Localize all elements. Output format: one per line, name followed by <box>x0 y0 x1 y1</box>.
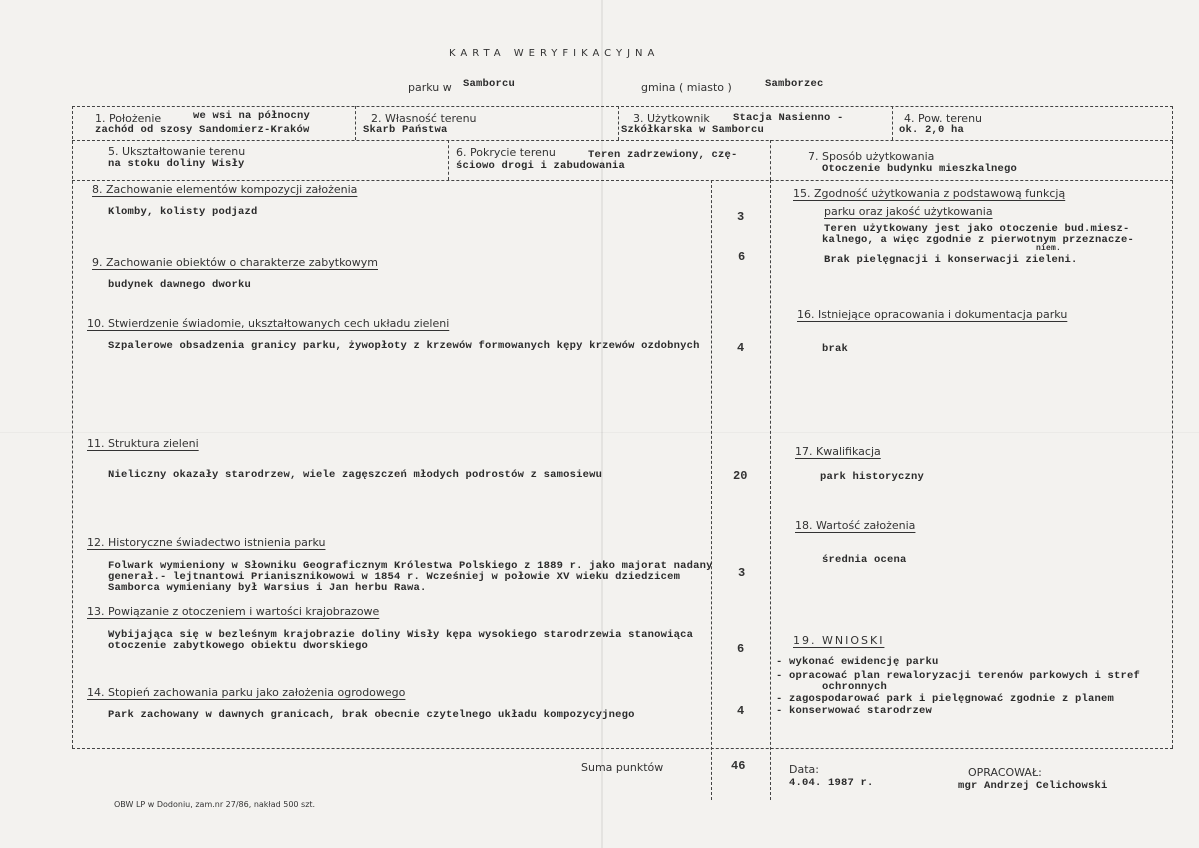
field-1-label: 1. Położenie <box>95 112 162 125</box>
grid-line-bottom <box>72 748 1173 749</box>
field-6-value-line1: Teren zadrzewiony, czę- <box>588 149 738 161</box>
section-14-label: 14. Stopień zachowania parku jako założenia ogrodowego <box>87 686 406 699</box>
wnioski-item-1: - wykonać ewidencję parku <box>776 656 939 668</box>
grid-line-col5 <box>770 140 771 180</box>
date-label: Data: <box>789 763 819 776</box>
grid-line-row2 <box>72 180 1173 181</box>
section-15-text-line4: Brak pielęgnacji i konserwacji zieleni. <box>824 254 1078 266</box>
field-5-label: 5. Ukształtowanie terenu <box>108 145 246 158</box>
wnioski-item-5: - konserwować starodrzew <box>776 705 933 717</box>
section-13-label: 13. Powiązanie z otoczeniem i wartości krajobrazowe <box>87 605 380 618</box>
field-5-value: na stoku doliny Wisły <box>108 158 245 170</box>
field-3-value-line1: Stacja Nasienno - <box>733 112 844 124</box>
field-3-value-line2: Szkółkarska w Samborcu <box>621 124 765 136</box>
section-15-text-line1: Teren użytkowany jest jako otoczenie bud.miesz- <box>824 223 1130 235</box>
section-15-text-line3: niem. <box>1036 244 1062 253</box>
wnioski-item-2: - opracować plan rewaloryzacji terenów parkowych i stref <box>776 670 1141 682</box>
field-4-label: 4. Pow. terenu <box>904 112 983 125</box>
card-title: KARTA WERYFIKACYJNA <box>449 48 660 59</box>
section-19-label: 19. WNIOSKI <box>793 634 885 647</box>
score-column-right <box>770 180 771 800</box>
sum-value: 46 <box>731 759 746 773</box>
section-17-label: 17. Kwalifikacja <box>795 445 881 458</box>
section-15-label-line2: parku oraz jakość użytkowania <box>824 205 993 218</box>
grid-line-row1 <box>72 140 1173 141</box>
gmina-value: Samborzec <box>765 78 824 90</box>
section-10-score: 4 <box>737 341 745 355</box>
grid-line-top <box>72 106 1173 107</box>
field-4-value: ok. 2,0 ha <box>899 124 965 136</box>
wnioski-item-4: - zagospodarować park i pielęgnować zgodnie z planem <box>776 693 1115 705</box>
section-9-score: 6 <box>738 250 746 264</box>
section-16-value: brak <box>822 343 849 355</box>
field-6-value-line2: ściowo drogi i zabudowania <box>456 160 626 172</box>
section-9-label: 9. Zachowanie obiektów o charakterze zabytkowym <box>92 256 378 269</box>
section-13-score: 6 <box>737 642 745 656</box>
section-8-text: Klomby, kolisty podjazd <box>108 206 258 218</box>
section-8-score: 3 <box>737 210 745 224</box>
grid-line-col1 <box>355 106 356 140</box>
section-16-label: 16. Istniejące opracowania i dokumentacja parku <box>797 308 1068 321</box>
section-13-text: Wybijająca się w bezleśnym krajobrazie doliny Wisły kępa wysokiego starodrzewia stanowiąca otoczenie zabytkowego obiektu dworskiego <box>108 629 694 652</box>
field-1-value-line1: we wsi na północny <box>193 110 311 122</box>
section-11-label: 11. Struktura zieleni <box>87 437 199 450</box>
section-17-value: park historyczny <box>820 471 925 483</box>
section-11-text: Nieliczny okazały starodrzew, wiele zagęszczeń młodych podrostów z samosiewu <box>108 469 603 481</box>
field-2-label: 2. Własność terenu <box>371 112 477 125</box>
score-column-left <box>711 180 712 800</box>
section-18-value: średnia ocena <box>822 554 907 566</box>
field-2-value: Skarb Państwa <box>363 124 448 136</box>
section-11-score: 20 <box>733 469 748 483</box>
section-12-label: 12. Historyczne świadectwo istnienia parku <box>87 536 326 549</box>
grid-line-col2 <box>618 106 619 140</box>
prepared-by-value: mgr Andrzej Celichowski <box>958 780 1108 792</box>
park-label: parku w <box>408 81 452 94</box>
section-12-text: Folwark wymieniony w Słowniku Geograficznym Królestwa Polskiego z 1889 r. jako majorat nadany generał.- lejtnantowi Prianisznikowowi w 1854 r. Wcześniej w połowie XV wieku dziedzicem Samborca wymieniany był Warsius i Jan herbu Rawa. <box>108 560 713 594</box>
section-10-text: Szpalerowe obsadzenia granicy parku, żywopłoty z krzewów formowanych kępy krzewów ozdobnych <box>108 340 700 352</box>
grid-line-col4 <box>448 140 449 180</box>
sum-label: Suma punktów <box>581 761 664 774</box>
section-12-score: 3 <box>738 566 746 580</box>
field-7-label: 7. Sposób użytkowania <box>808 150 935 163</box>
grid-line-left <box>72 106 73 748</box>
section-14-score: 4 <box>737 704 745 718</box>
grid-line-col3 <box>892 106 893 140</box>
prepared-by-label: OPRACOWAŁ: <box>968 766 1042 779</box>
section-10-label: 10. Stwierdzenie świadomie, ukształtowanych cech układu zieleni <box>87 317 450 330</box>
gmina-label: gmina ( miasto ) <box>641 81 732 94</box>
grid-line-right <box>1172 106 1173 748</box>
date-value: 4.04. 1987 r. <box>789 777 874 789</box>
section-8-label: 8. Zachowanie elementów kompozycji założenia <box>92 183 358 196</box>
field-6-label: 6. Pokrycie terenu <box>456 146 556 159</box>
section-14-text: Park zachowany w dawnych granicach, brak obecnie czytelnego układu kompozycyjnego <box>108 709 635 721</box>
field-3-label: 3. Użytkownik <box>633 112 710 125</box>
section-15-label-line1: 15. Zgodność użytkowania z podstawową funkcją <box>793 187 1066 200</box>
section-15-text-line2: kalnego, a więc zgodnie z pierwotnym przeznacze- <box>822 234 1135 246</box>
field-1-value-line2: zachód od szosy Sandomierz-Kraków <box>95 124 310 136</box>
section-18-label: 18. Wartość założenia <box>795 519 916 532</box>
park-value: Samborcu <box>463 78 516 90</box>
printer-imprint: OBW LP w Dodoniu, zam.nr 27/86, nakład 500 szt. <box>114 800 316 809</box>
paper-fold-horizontal <box>0 432 1199 433</box>
wnioski-item-3: ochronnych <box>822 681 888 693</box>
field-7-value: Otoczenie budynku mieszkalnego <box>822 163 1018 175</box>
section-9-text: budynek dawnego dworku <box>108 279 252 291</box>
